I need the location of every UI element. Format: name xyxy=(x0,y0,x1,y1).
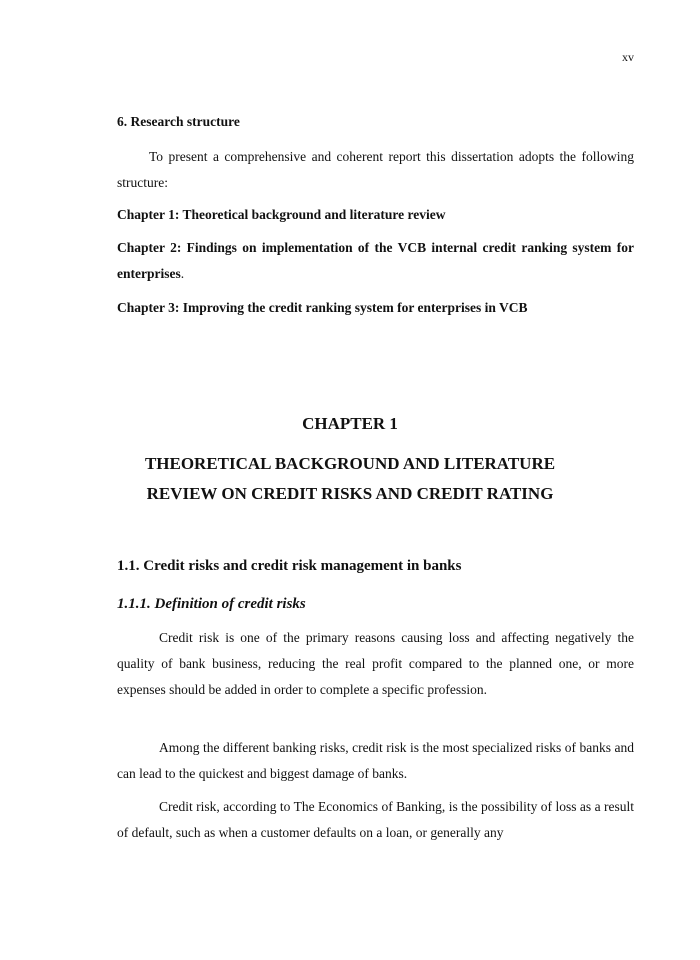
chapter-title-line-2: REVIEW ON CREDIT RISKS AND CREDIT RATING xyxy=(146,484,554,503)
research-structure-intro: To present a comprehensive and coherent report this dissertation adopts the following structure: xyxy=(117,149,634,190)
chapter-1-item: Chapter 1: Theoretical background and literature review xyxy=(117,207,446,222)
chapter-2-item xyxy=(117,235,634,287)
body-paragraph-1: Credit risk is one of the primary reasons causing loss and affecting negatively the quality of bank business, reducing the real profit compared to the planned one, or more expenses should be added in order to complete a specific profession. xyxy=(117,630,634,697)
research-structure-heading: 6. Research structure xyxy=(117,114,240,129)
chapter-3-item: Chapter 3: Improving the credit ranking system for enterprises in VCB xyxy=(117,300,528,315)
chapter-2-text: Chapter 2: Findings on implementation of the VCB internal credit ranking system for enterprises xyxy=(117,240,634,281)
chapter-title-line-1: THEORETICAL BACKGROUND AND LITERATURE xyxy=(144,454,556,473)
body-paragraph-3: Credit risk, according to The Economics of Banking, is the possibility of loss as a result of default, such as when a customer defaults on a loan, or generally any xyxy=(117,799,634,840)
page-number: xv xyxy=(622,50,634,64)
section-heading: 1.1. Credit risks and credit risk management in banks xyxy=(117,558,462,574)
chapter-2-period: . xyxy=(180,266,185,281)
chapter-label: CHAPTER 1 xyxy=(302,414,398,433)
body-paragraph-2: Among the different banking risks, credit risk is the most specialized risks of banks and can lead to the quickest and biggest damage of banks. xyxy=(117,740,634,781)
subsection-heading: 1.1.1. Definition of credit risks xyxy=(117,596,306,612)
